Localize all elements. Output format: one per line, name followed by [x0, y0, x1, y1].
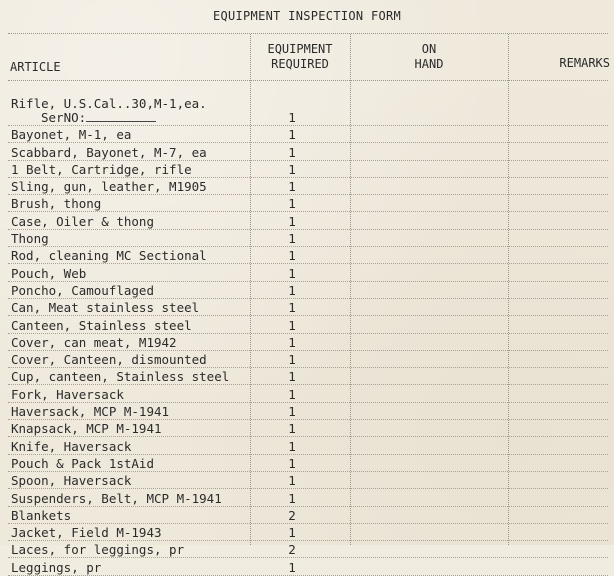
table-row: [8, 403, 608, 420]
article-name: [11, 128, 131, 142]
header-equipment-line2: REQUIRED: [271, 57, 329, 71]
form-title: EQUIPMENT INSPECTION FORM: [212, 9, 402, 23]
article-label: Pouch, Web: [11, 265, 87, 281]
required-quantity: 1: [288, 196, 296, 212]
article-label: Leggings, pr: [11, 559, 102, 575]
header-on-hand-line1: ON: [421, 42, 437, 56]
article-name: [11, 197, 101, 211]
serial-number-blank: [86, 111, 156, 122]
article-label: Can, Meat stainless steel: [11, 300, 200, 316]
article-list: [0, 95, 614, 576]
header-equipment-line1: EQUIPMENT: [267, 42, 333, 56]
article-name: [11, 370, 229, 384]
header-rule: [8, 80, 608, 81]
table-row: [8, 230, 608, 247]
header-on-hand-line2: HAND: [414, 57, 444, 71]
table-row: [8, 385, 608, 402]
article-name: [11, 509, 71, 523]
required-quantity: 2: [288, 507, 296, 523]
table-row: [8, 420, 608, 437]
required-quantity: 1: [288, 404, 296, 420]
required-quantity: 1: [288, 421, 296, 437]
required-quantity: 1: [288, 248, 296, 264]
article-name: [11, 163, 192, 177]
article-name: [11, 319, 192, 333]
article-name: [11, 284, 154, 298]
article-label: Haversack, MCP M-1941: [11, 404, 170, 420]
table-row: [8, 558, 608, 575]
header-on-hand: [352, 42, 506, 72]
header-remarks: REMARKS: [559, 56, 610, 70]
table-row: [8, 368, 608, 385]
table-row: [8, 507, 608, 524]
article-label: Brush, thong: [11, 196, 102, 212]
table-row: [8, 351, 608, 368]
table-row: [8, 161, 608, 178]
required-quantity: 1: [288, 127, 296, 143]
table-row: [8, 455, 608, 472]
article-name: [11, 440, 131, 454]
article-name: [11, 388, 124, 402]
article-label: Scabbard, Bayonet, M-7, ea: [11, 144, 207, 160]
article-name: [11, 97, 207, 125]
table-row: [8, 541, 608, 558]
required-quantity: 1: [288, 265, 296, 281]
top-rule: [8, 33, 608, 34]
article-name: [11, 353, 207, 367]
header-equipment-required: [252, 42, 348, 72]
table-row: [8, 524, 608, 541]
article-name: [11, 492, 222, 506]
article-name: [11, 457, 154, 471]
article-label: Blankets: [11, 507, 72, 523]
article-label: Pouch & Pack 1stAid: [11, 455, 154, 471]
required-quantity: 1: [288, 110, 296, 125]
table-row: [8, 126, 608, 143]
required-quantity: 1: [288, 334, 296, 350]
required-quantity: 1: [288, 386, 296, 402]
required-quantity: 1: [288, 213, 296, 229]
article-label: Canteen, Stainless steel: [11, 317, 192, 333]
table-row: [8, 178, 608, 195]
article-name: [11, 405, 169, 419]
article-name: [11, 146, 207, 160]
required-quantity: 1: [288, 144, 296, 160]
article-label: Spoon, Haversack: [11, 473, 132, 489]
required-quantity: 1: [288, 438, 296, 454]
required-quantity: 2: [288, 542, 296, 558]
article-name: [11, 422, 162, 436]
article-label: Rod, cleaning MC Sectional: [11, 248, 207, 264]
table-row: [8, 299, 608, 316]
article-name: [11, 474, 131, 488]
article-label: Sling, gun, leather, M1905: [11, 179, 207, 195]
article-label: Fork, Haversack: [11, 386, 124, 402]
required-quantity: 1: [288, 490, 296, 506]
table-row: [8, 316, 608, 333]
article-label: Case, Oiler & thong: [11, 213, 154, 229]
article-name: [11, 526, 162, 540]
article-name: [11, 336, 177, 350]
article-name: [11, 232, 49, 246]
required-quantity: 1: [288, 559, 296, 575]
article-name: [11, 561, 101, 575]
article-label: Poncho, Camouflaged: [11, 282, 154, 298]
article-name: [11, 301, 199, 315]
required-quantity: 1: [288, 161, 296, 177]
required-quantity: 1: [288, 300, 296, 316]
required-quantity: 1: [288, 282, 296, 298]
serial-number-label: SerNO:: [41, 110, 87, 125]
required-quantity: 1: [288, 473, 296, 489]
article-label: Suspenders, Belt, MCP M-1941: [11, 490, 222, 506]
required-quantity: 1: [288, 179, 296, 195]
required-quantity: 1: [288, 455, 296, 471]
article-label: Cover, Canteen, dismounted: [11, 352, 207, 368]
article-name: [11, 543, 184, 557]
article-label: 1 Belt, Cartridge, rifle: [11, 161, 192, 177]
table-row: [8, 143, 608, 160]
article-label: Jacket, Field M-1943: [11, 525, 162, 541]
article-label: Bayonet, M-1, ea: [11, 127, 132, 143]
table-row: [8, 212, 608, 229]
article-label: Knapsack, MCP M-1941: [11, 421, 162, 437]
article-label: Laces, for leggings, pr: [11, 542, 185, 558]
table-row: [8, 489, 608, 506]
article-label: Thong: [11, 231, 49, 247]
article-label: Cover, can meat, M1942: [11, 334, 177, 350]
required-quantity: 1: [288, 525, 296, 541]
required-quantity: 1: [288, 317, 296, 333]
table-row: [8, 334, 608, 351]
table-row: [8, 95, 608, 126]
table-row: [8, 247, 608, 264]
table-row: [8, 195, 608, 212]
table-row: [8, 282, 608, 299]
article-name: [11, 215, 154, 229]
header-article: ARTICLE: [10, 60, 61, 74]
article-label: Knife, Haversack: [11, 438, 132, 454]
required-quantity: 1: [288, 231, 296, 247]
article-label: Rifle, U.S.Cal..30,M-1,ea.: [11, 96, 207, 111]
article-name: [11, 249, 207, 263]
serial-number-field: [11, 111, 207, 125]
article-name: [11, 180, 207, 194]
table-row: [8, 437, 608, 454]
table-row: [8, 264, 608, 281]
article-label: Cup, canteen, Stainless steel: [11, 369, 230, 385]
required-quantity: 1: [288, 352, 296, 368]
required-quantity: 1: [288, 369, 296, 385]
table-row: [8, 472, 608, 489]
article-name: [11, 267, 86, 281]
